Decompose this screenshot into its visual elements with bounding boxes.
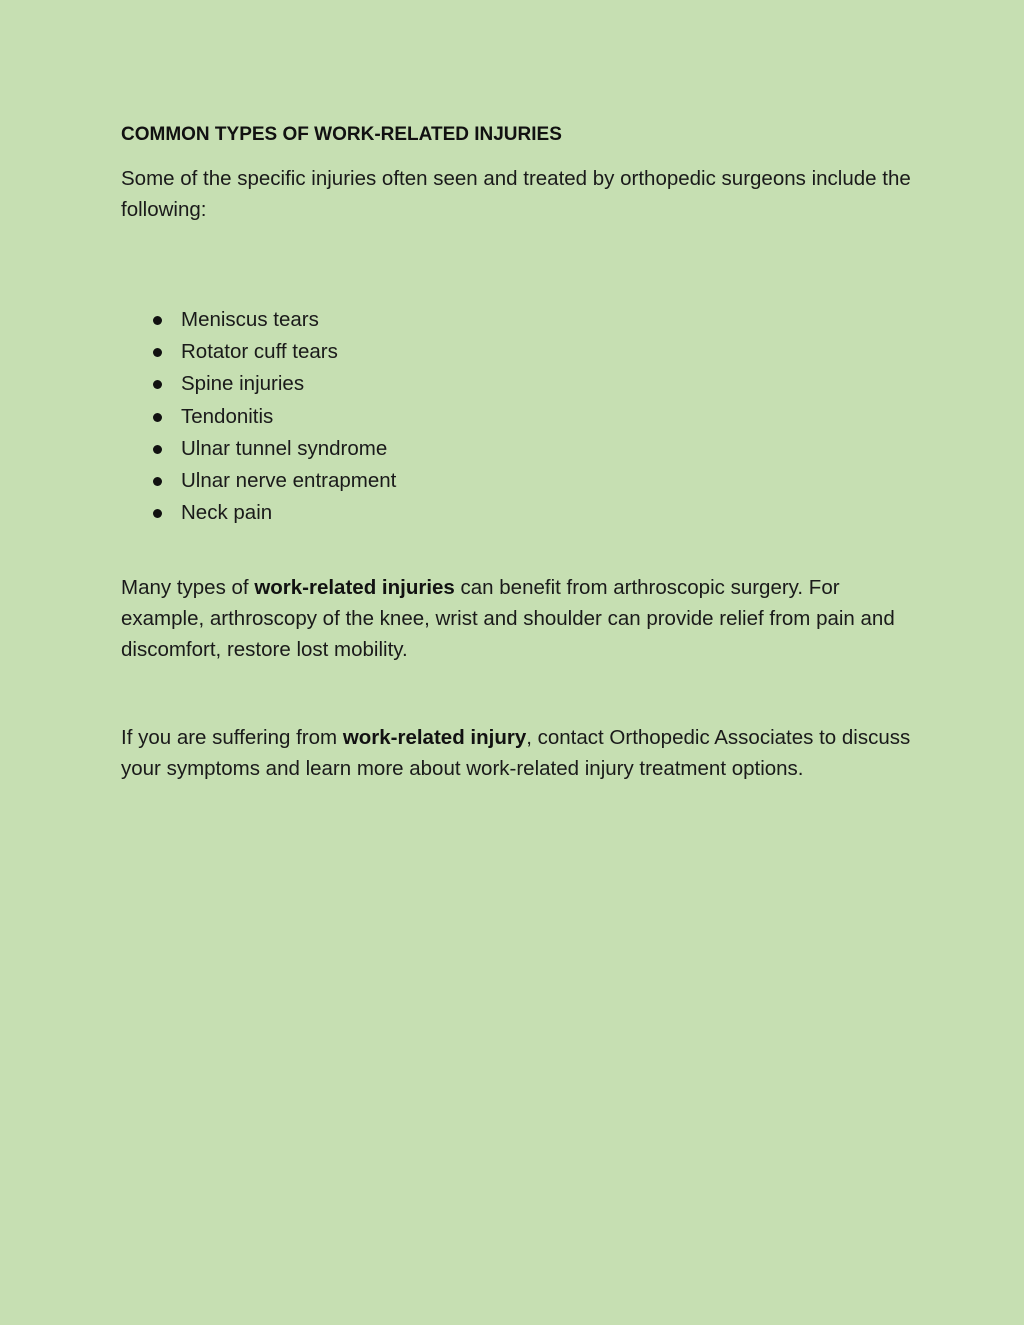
list-item — [121, 465, 911, 497]
arthroscopy-text-end: can benefit from arthroscopic surgery. For example, arthroscopy of the knee, wrist and shoulder can provide relief from pain and discomfort, restore lost mobility. — [121, 576, 895, 662]
list-item-label: Ulnar tunnel syndrome — [181, 436, 388, 460]
arthroscopy-paragraph — [121, 572, 911, 665]
list-item — [121, 401, 911, 433]
contact-paragraph — [121, 722, 911, 784]
bullet-icon — [153, 413, 162, 422]
arthroscopy-bold-term: work-related injuries — [254, 576, 455, 600]
contact-text-end: , contact Orthopedic Associates to discuss your symptoms and learn more about work-related injury treatment options. — [121, 726, 911, 781]
contact-bold-term: work-related injury — [342, 726, 527, 750]
bullet-icon — [153, 477, 162, 486]
list-item — [121, 497, 911, 529]
list-item-label: Rotator cuff tears — [181, 340, 338, 364]
injury-list — [121, 304, 911, 529]
list-item — [121, 304, 911, 336]
list-item — [121, 336, 911, 368]
list-item-label: Meniscus tears — [181, 308, 319, 331]
intro-paragraph: Some of the specific injuries often seen and treated by orthopedic surgeons include the following: — [121, 167, 911, 221]
contact-text-start: If you are suffering from — [121, 726, 343, 750]
arthroscopy-text-start: Many types of — [121, 576, 255, 600]
document-content — [121, 122, 911, 784]
list-item — [121, 368, 911, 400]
list-item-label: Spine injuries — [181, 372, 305, 396]
section-heading: COMMON TYPES OF WORK-RELATED INJURIES — [121, 124, 562, 145]
bullet-icon — [153, 445, 162, 454]
bullet-icon — [153, 348, 162, 357]
bullet-icon — [153, 316, 162, 325]
bullet-icon — [153, 509, 162, 518]
bullet-icon — [153, 380, 162, 389]
list-item — [121, 433, 911, 465]
list-item-label: Ulnar nerve entrapment — [181, 469, 397, 493]
list-item-label: Neck pain — [181, 501, 273, 525]
list-item-label: Tendonitis — [181, 404, 274, 428]
